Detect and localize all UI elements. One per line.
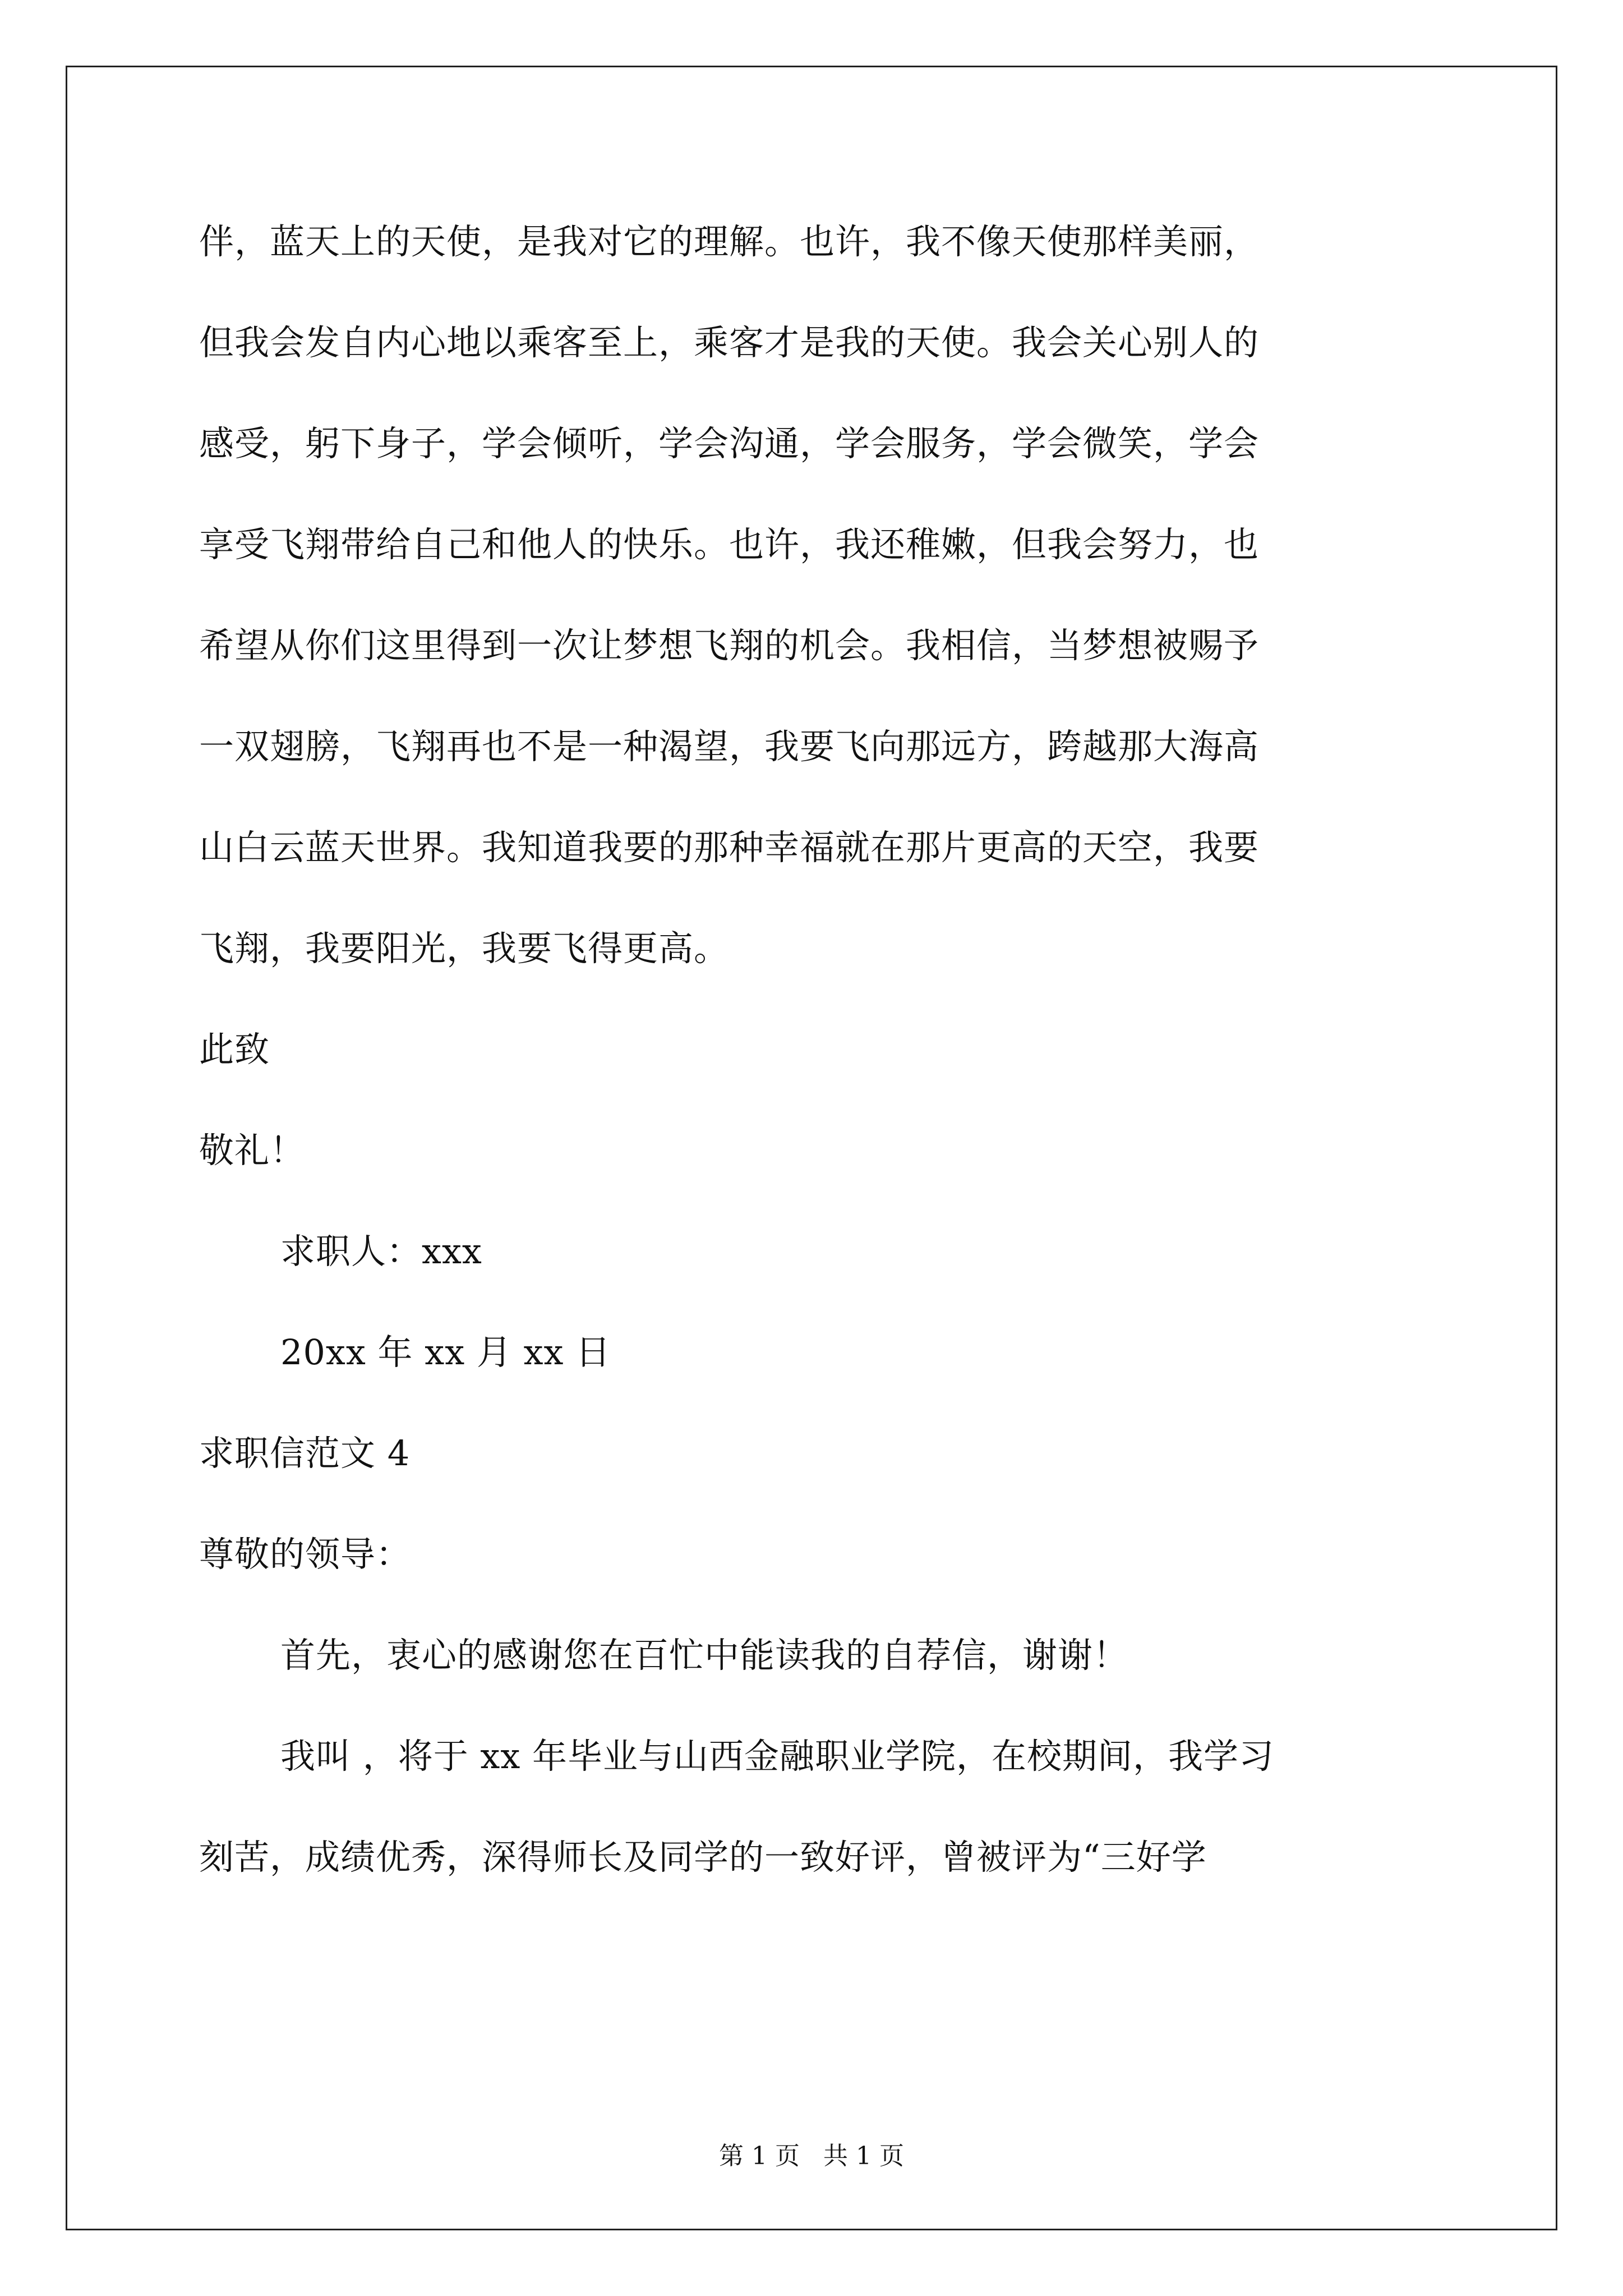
greeting: 尊敬的领导： [199, 1534, 412, 1575]
body-line-4: 享受飞翔带给自己和他人的快乐。也许，我还稚嫩，但我会努力，也 [199, 524, 1260, 565]
body-line-7: 山白云蓝天世界。我知道我要的那种幸福就在那片更高的天空，我要 [199, 827, 1260, 868]
signer-line: 求职人：xxx [280, 1231, 482, 1272]
body-line-6: 一双翅膀，飞翔再也不是一种渴望，我要飞向那远方，跨越那大海高 [199, 726, 1260, 767]
body-line-2: 但我会发自内心地以乘客至上，乘客才是我的天使。我会关心别人的 [199, 322, 1260, 363]
body-line-5: 希望从你们这里得到一次让梦想飞翔的机会。我相信，当梦想被赐予 [199, 625, 1260, 666]
closing-salutation-1: 此致 [199, 1029, 270, 1070]
page-footer: 第 1 页 共 1 页 [719, 2142, 904, 2170]
paragraph-1: 首先，衷心的感谢您在百忙中能读我的自荐信，谢谢！ [280, 1635, 1129, 1676]
closing-salutation-2: 敬礼！ [199, 1130, 306, 1171]
section-title: 求职信范文 4 [199, 1433, 411, 1474]
date-line: 20xx 年 xx 月 xx 日 [280, 1332, 611, 1373]
paragraph-2-line-1: 我叫 ，将于 xx 年毕业与山西金融职业学院，在校期间，我学习 [280, 1736, 1275, 1777]
document-body [199, 217, 1433, 1933]
paragraph-2-line-2: 刻苦，成绩优秀，深得师长及同学的一致好评，曾被评为“三好学 [199, 1837, 1207, 1878]
body-line-3: 感受，躬下身子，学会倾听，学会沟通，学会服务，学会微笑，学会 [199, 423, 1260, 464]
body-line-8: 飞翔，我要阳光，我要飞得更高。 [199, 928, 730, 969]
body-line-1: 伴，蓝天上的天使，是我对它的理解。也许，我不像天使那样美丽， [199, 221, 1260, 262]
